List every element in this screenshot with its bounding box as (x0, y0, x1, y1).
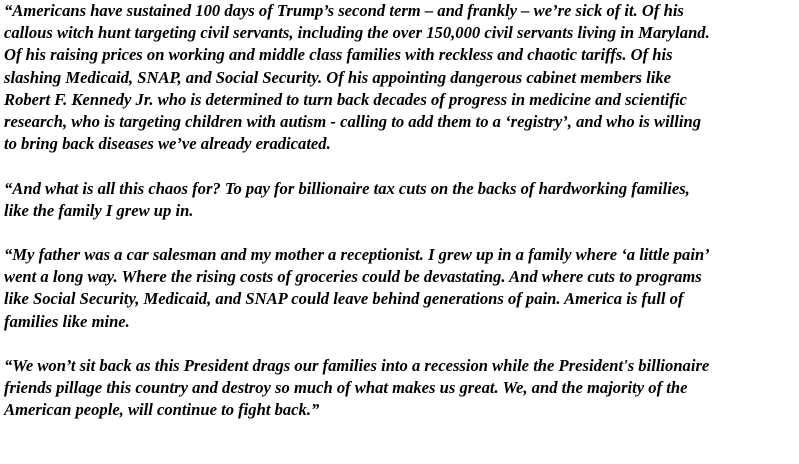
text-line: like the family I grew up in. (4, 200, 194, 220)
paragraph-4 (4, 355, 794, 422)
text-line: like Social Security, Medicaid, and SNAP could leave behind generations of pain. America is full of (4, 289, 684, 309)
paragraph-spacer (4, 155, 794, 177)
text-line: to bring back diseases we’ve already eradicated. (4, 134, 331, 154)
text-line: went a long way. Where the rising costs of groceries could be devastating. And where cuts to programs (4, 267, 702, 287)
paragraph-3 (4, 244, 794, 333)
text-line: callous witch hunt targeting civil servants, including the over 150,000 civil servants living in Maryland. (4, 23, 710, 43)
text-line: families like mine. (4, 311, 130, 331)
text-line: friends pillage this country and destroy so much of what makes us great. We, and the majority of the (4, 378, 688, 398)
paragraph-1 (4, 0, 794, 155)
paragraph-spacer (4, 333, 794, 355)
text-line: Of his raising prices on working and middle class families with reckless and chaotic tariffs. Of his (4, 45, 673, 65)
paragraph-2 (4, 178, 794, 222)
text-line: Robert F. Kennedy Jr. who is determined to turn back decades of progress in medicine and scientific (4, 89, 687, 109)
text-line: research, who is targeting children with autism - calling to add them to a ‘registry’, and who is willing (4, 111, 702, 131)
text-line: “Americans have sustained 100 days of Trump’s second term – and frankly – we’re sick of it. Of his (4, 1, 684, 20)
text-line: “My father was a car salesman and my mother a receptionist. I grew up in a family where ‘a little pain’ (4, 245, 710, 265)
statement-document (4, 0, 794, 422)
text-line: American people, will continue to fight back.” (4, 400, 320, 420)
text-line: slashing Medicaid, SNAP, and Social Security. Of his appointing dangerous cabinet members like (4, 67, 672, 87)
text-line: “We won’t sit back as this President drags our families into a recession while the President's billionaire (4, 356, 710, 375)
paragraph-spacer (4, 222, 794, 244)
text-line: “And what is all this chaos for? To pay for billionaire tax cuts on the backs of hardworking families, (4, 178, 690, 198)
